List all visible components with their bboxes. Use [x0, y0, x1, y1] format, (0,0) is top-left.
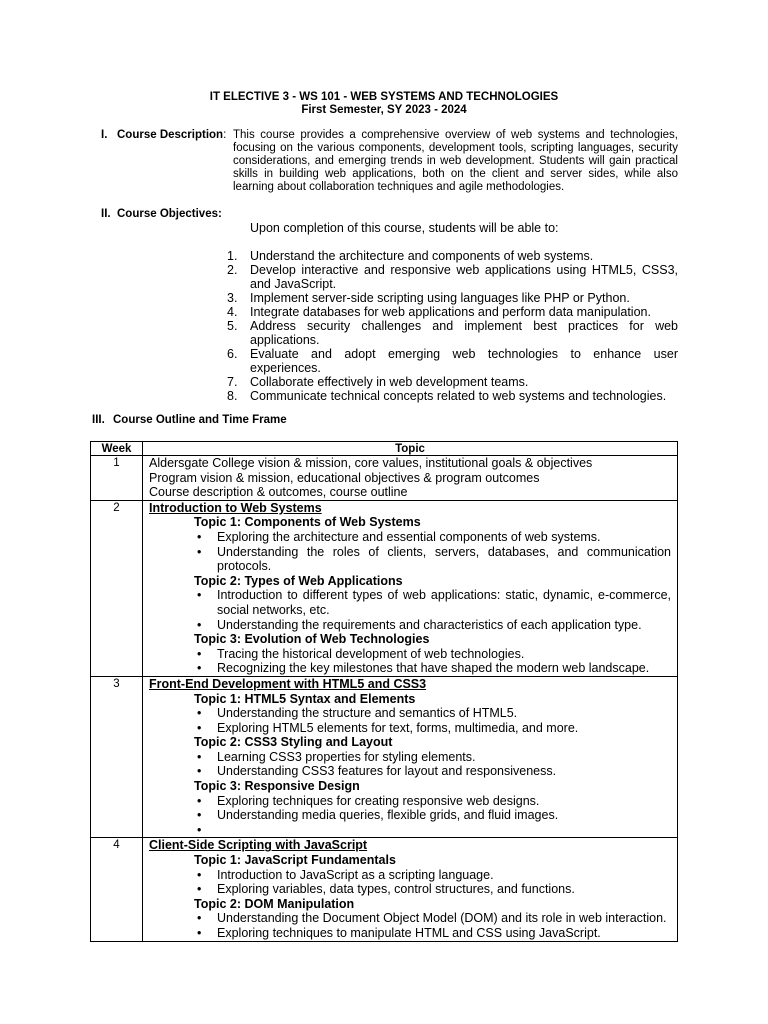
topic-heading: Topic 3: Responsive Design — [194, 779, 360, 794]
objective-item — [222, 263, 678, 291]
objective-number: 6. — [227, 347, 238, 361]
bullet-text — [217, 823, 220, 837]
section-title: Course Objectives: — [117, 208, 222, 220]
bullet-icon: • — [197, 617, 202, 632]
bullet-icon: • — [197, 808, 202, 823]
table-row — [91, 500, 678, 676]
bullet-icon: • — [197, 926, 202, 940]
bullet-list — [149, 868, 671, 897]
section-colon: : — [223, 129, 227, 141]
topic-line: Course description & outcomes, course outline — [149, 485, 408, 500]
unit-title: Client-Side Scripting with JavaScript — [149, 838, 368, 853]
course-outline-section — [92, 414, 287, 427]
semester-line: First Semester, SY 2023 - 2024 — [301, 104, 467, 116]
table-header-row — [91, 442, 678, 456]
bullet-icon: • — [197, 749, 202, 764]
bullet-list — [149, 750, 671, 779]
topic-heading: Topic 3: Evolution of Web Technologies — [194, 632, 430, 647]
course-title: IT ELECTIVE 3 - WS 101 - WEB SYSTEMS AND TECHNOLOGIES — [209, 91, 559, 103]
topic-heading: Topic 2: DOM Manipulation — [194, 896, 355, 911]
list-item — [194, 794, 671, 809]
objective-item — [222, 249, 678, 263]
objective-item — [222, 389, 678, 403]
topic-heading: Topic 1: HTML5 Syntax and Elements — [194, 691, 416, 706]
topic-cell — [143, 456, 678, 501]
topic-line: Aldersgate College vision & mission, core values, institutional goals & objectives — [149, 456, 593, 470]
bullet-icon: • — [197, 911, 202, 926]
objective-number: 3. — [227, 291, 238, 305]
section-number: I. — [101, 129, 108, 141]
objective-text: Address security challenges and implement best practices for web applications. — [250, 319, 678, 347]
bullet-text: Learning CSS3 properties for styling elements. — [217, 749, 476, 764]
topic-column-header: Topic — [143, 442, 678, 456]
course-description-section — [101, 129, 681, 193]
list-item — [194, 661, 671, 676]
list-item — [194, 588, 671, 617]
topic-cell — [143, 676, 678, 838]
objective-item — [222, 375, 678, 389]
topic-heading: Topic 1: Components of Web Systems — [194, 515, 421, 530]
list-item — [194, 823, 671, 838]
objective-item — [222, 291, 678, 305]
bullet-icon: • — [197, 661, 202, 676]
objectives-list — [222, 249, 678, 403]
bullet-icon: • — [197, 882, 202, 897]
bullet-text: Exploring techniques for creating responsive web designs. — [217, 793, 540, 808]
list-item — [194, 721, 671, 736]
list-item — [194, 618, 671, 633]
list-item — [194, 882, 671, 897]
objective-number: 1. — [227, 249, 238, 263]
bullet-list — [149, 911, 671, 940]
objective-text: Understand the architecture and components of web systems. — [250, 249, 594, 263]
bullet-list — [149, 530, 671, 574]
list-item — [194, 750, 671, 765]
bullet-icon: • — [197, 706, 202, 721]
list-item — [194, 530, 671, 545]
objective-number: 5. — [227, 319, 238, 333]
bullet-text: Understanding the structure and semantics of HTML5. — [217, 706, 518, 721]
list-item — [194, 706, 671, 721]
topic-cell — [143, 838, 678, 941]
bullet-icon: • — [197, 544, 202, 559]
list-item — [194, 911, 671, 926]
topic-heading: Topic 1: JavaScript Fundamentals — [194, 853, 396, 868]
section-title: Course Description — [117, 129, 224, 141]
bullet-text: Recognizing the key milestones that have shaped the modern web landscape. — [217, 661, 650, 676]
bullet-text: Understanding media queries, flexible grids, and fluid images. — [217, 808, 559, 823]
objective-number: 8. — [227, 389, 238, 403]
table-row — [91, 838, 678, 941]
objective-text: Implement server-side scripting using languages like PHP or Python. — [250, 291, 630, 305]
bullet-text: Understanding CSS3 features for layout and responsiveness. — [217, 764, 557, 779]
topic-cell — [143, 500, 678, 676]
course-description-text: This course provides a comprehensive overview of web systems and technologies, focusing on the various components, development tools, scripting languages, security considerations, and emerging trends in web development. Students will gain practical skills in building web applications, both on the client and server sides, while also learning about collaboration techniques and agile methodologies. — [233, 129, 678, 193]
bullet-text: Understanding the requirements and characteristics of each application type. — [217, 617, 642, 632]
objective-text: Communicate technical concepts related to web systems and technologies. — [250, 389, 667, 403]
bullet-icon: • — [197, 822, 202, 837]
bullet-list — [149, 706, 671, 735]
objective-text: Integrate databases for web applications and perform data manipulation. — [250, 305, 651, 319]
course-objectives-section — [101, 208, 222, 221]
bullet-text: Exploring variables, data types, control structures, and functions. — [217, 882, 575, 897]
objective-text: Collaborate effectively in web development teams. — [250, 375, 529, 389]
unit-title: Front-End Development with HTML5 and CSS3 — [149, 676, 427, 691]
bullet-text: Exploring techniques to manipulate HTML and CSS using JavaScript. — [217, 926, 601, 940]
objective-number: 2. — [227, 263, 238, 277]
bullet-icon: • — [197, 646, 202, 661]
bullet-text: Understanding the roles of clients, servers, databases, and communication protocols. — [217, 544, 671, 574]
week-cell: 2 — [91, 500, 143, 676]
topic-heading: Topic 2: Types of Web Applications — [194, 573, 403, 588]
section-number: II. — [101, 208, 111, 220]
bullet-list — [149, 647, 671, 676]
bullet-icon: • — [197, 720, 202, 735]
bullet-icon: • — [197, 867, 202, 882]
list-item — [194, 647, 671, 662]
week-cell: 4 — [91, 838, 143, 941]
list-item — [194, 868, 671, 883]
table-row — [91, 456, 678, 501]
week-cell: 3 — [91, 676, 143, 838]
objective-item — [222, 347, 678, 375]
week-column-header: Week — [91, 442, 143, 456]
section-title: Course Outline and Time Frame — [113, 414, 287, 426]
bullet-icon: • — [197, 764, 202, 779]
list-item — [194, 926, 671, 941]
bullet-text: Exploring HTML5 elements for text, forms, multimedia, and more. — [217, 720, 579, 735]
objective-item — [222, 305, 678, 319]
bullet-icon: • — [197, 588, 202, 603]
table-row — [91, 676, 678, 838]
bullet-text: Introduction to different types of web applications: static, dynamic, e-commerce, social networks, etc. — [217, 588, 671, 617]
week-cell: 1 — [91, 456, 143, 501]
bullet-list — [149, 588, 671, 632]
list-item — [194, 808, 671, 823]
bullet-list — [149, 794, 671, 838]
objective-number: 7. — [227, 375, 238, 389]
bullet-text: Understanding the Document Object Model (DOM) and its role in web interaction. — [217, 911, 667, 926]
list-item — [194, 545, 671, 574]
objective-item — [222, 319, 678, 347]
unit-title: Introduction to Web Systems — [149, 500, 322, 515]
bullet-text: Tracing the historical development of web technologies. — [217, 646, 525, 661]
course-outline-table — [90, 441, 678, 942]
bullet-icon: • — [197, 529, 202, 544]
objective-number: 4. — [227, 305, 238, 319]
section-number: III. — [92, 414, 105, 426]
objective-text: Evaluate and adopt emerging web technologies to enhance user experiences. — [250, 347, 678, 375]
topic-heading: Topic 2: CSS3 Styling and Layout — [194, 735, 393, 750]
objectives-intro: Upon completion of this course, students will be able to: — [250, 221, 559, 235]
list-item — [194, 764, 671, 779]
bullet-icon: • — [197, 793, 202, 808]
bullet-text: Exploring the architecture and essential components of web systems. — [217, 529, 601, 544]
bullet-text: Introduction to JavaScript as a scripting language. — [217, 867, 494, 882]
document-header — [0, 91, 768, 117]
topic-line: Program vision & mission, educational objectives & program outcomes — [149, 470, 540, 485]
objective-text: Develop interactive and responsive web applications using HTML5, CSS3, and JavaScript. — [250, 263, 678, 291]
